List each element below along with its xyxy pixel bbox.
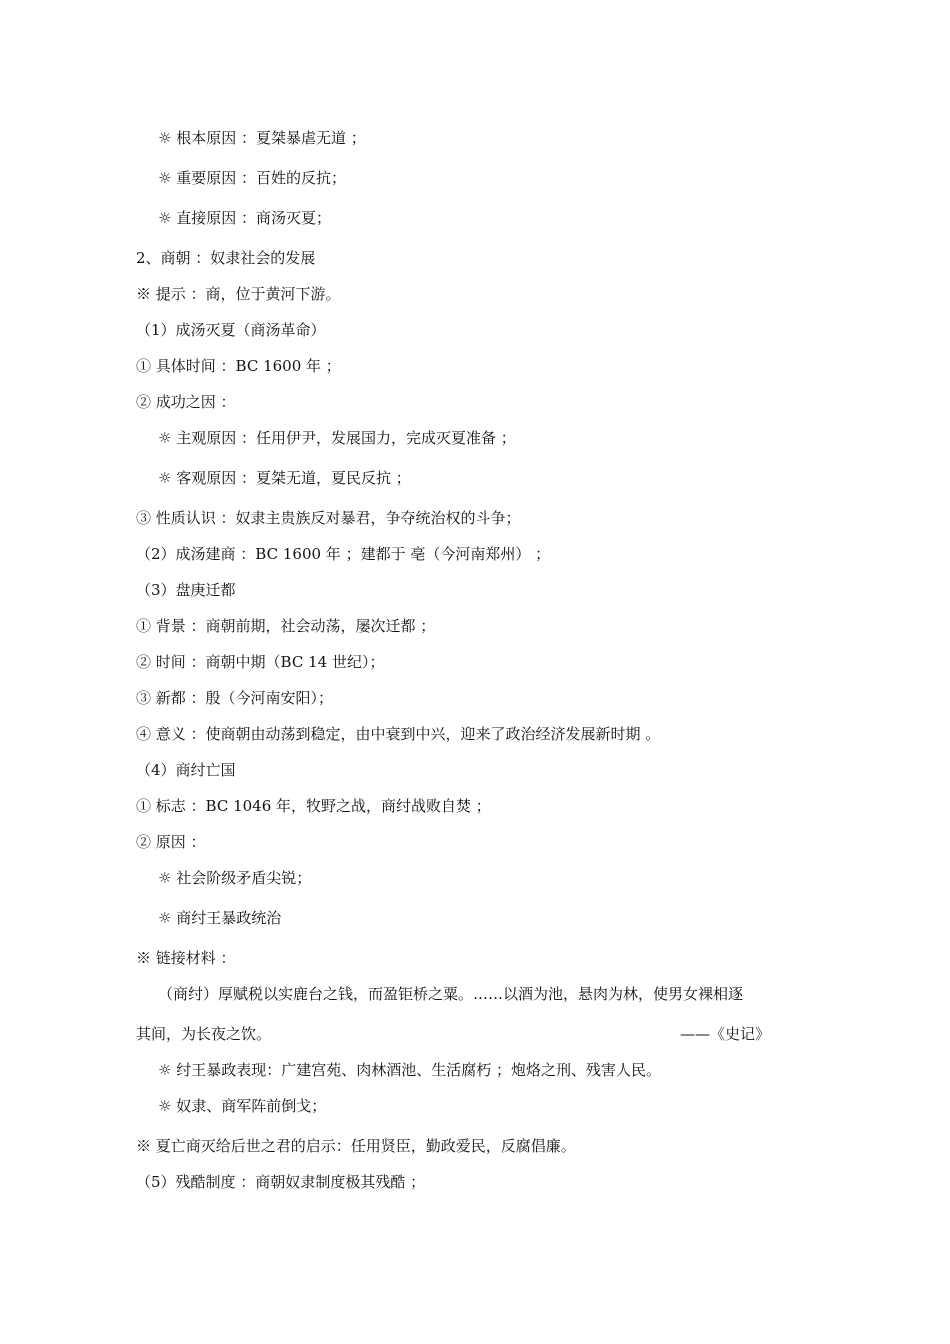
numbered-line: ③ 新都 ：殷（今河南安阳）； [136,689,334,707]
bullet-line: ☼ 重要原因 ：百姓的反抗； [158,169,346,187]
section-heading: 2、商朝 ：奴隶社会的发展 [136,249,316,267]
note-line: ※ 夏亡商灭给后世之君的启示：任用贤臣，勤政爱民，反腐倡廉。 [136,1137,576,1155]
numbered-line: ② 时间 ：商朝中期（BC 14 世纪）； [136,653,385,671]
quote-source: ——《史记》 [680,1025,771,1043]
quote-line: （商纣）厚赋税以实鹿台之钱，而盈钜桥之粟。……以酒为池，悬肉为林，使男女裸相逐 [158,985,744,1003]
bullet-line: ☼ 根本原因 ：夏桀暴虐无道 ； [158,129,366,147]
numbered-line: ① 背景 ：商朝前期，社会动荡，屡次迁都 ； [136,617,436,635]
note-line: ※ 链接材料 ： [136,949,236,967]
numbered-line: ② 成功之因 ： [136,393,236,411]
subsection-heading: （2）成汤建商 ：BC 1600 年 ；建都于 亳（今河南郑州） ； [136,545,551,563]
subsection-heading: （5）残酷制度 ：商朝奴隶制度极其残酷 ； [136,1173,426,1191]
numbered-line: ③ 性质认识 ：奴隶主贵族反对暴君，争夺统治权的斗争； [136,509,521,527]
bullet-line: ☼ 纣王暴政表现：广建宫苑、肉林酒池、生活腐朽 ；炮烙之刑、残害人民。 [158,1061,661,1079]
quote-line: 其间，为长夜之饮。 [136,1025,272,1043]
numbered-line: ② 原因 ： [136,833,206,851]
numbered-line: ① 标志 ：BC 1046 年，牧野之战，商纣战败自焚 ； [136,797,491,815]
subsection-heading: （1）成汤灭夏（商汤革命） [136,321,326,339]
subsection-heading: （3）盘庚迁都 [136,581,236,599]
bullet-line: ☼ 社会阶级矛盾尖锐； [158,869,312,887]
numbered-line: ① 具体时间 ：BC 1600 年 ； [136,357,341,375]
bullet-line: ☼ 直接原因 ：商汤灭夏； [158,209,331,227]
bullet-line: ☼ 商纣王暴政统治 [158,909,282,927]
note-line: ※ 提示 ：商，位于黄河下游。 [136,285,341,303]
bullet-line: ☼ 主观原因 ：任用伊尹，发展国力，完成灭夏准备 ； [158,429,516,447]
bullet-line: ☼ 奴隶、商军阵前倒戈； [158,1097,327,1115]
subsection-heading: （4）商纣亡国 [136,761,236,779]
bullet-line: ☼ 客观原因 ：夏桀无道，夏民反抗 ； [158,469,411,487]
numbered-line: ④ 意义 ：使商朝由动荡到稳定，由中衰到中兴，迎来了政治经济发展新时期 。 [136,725,661,743]
